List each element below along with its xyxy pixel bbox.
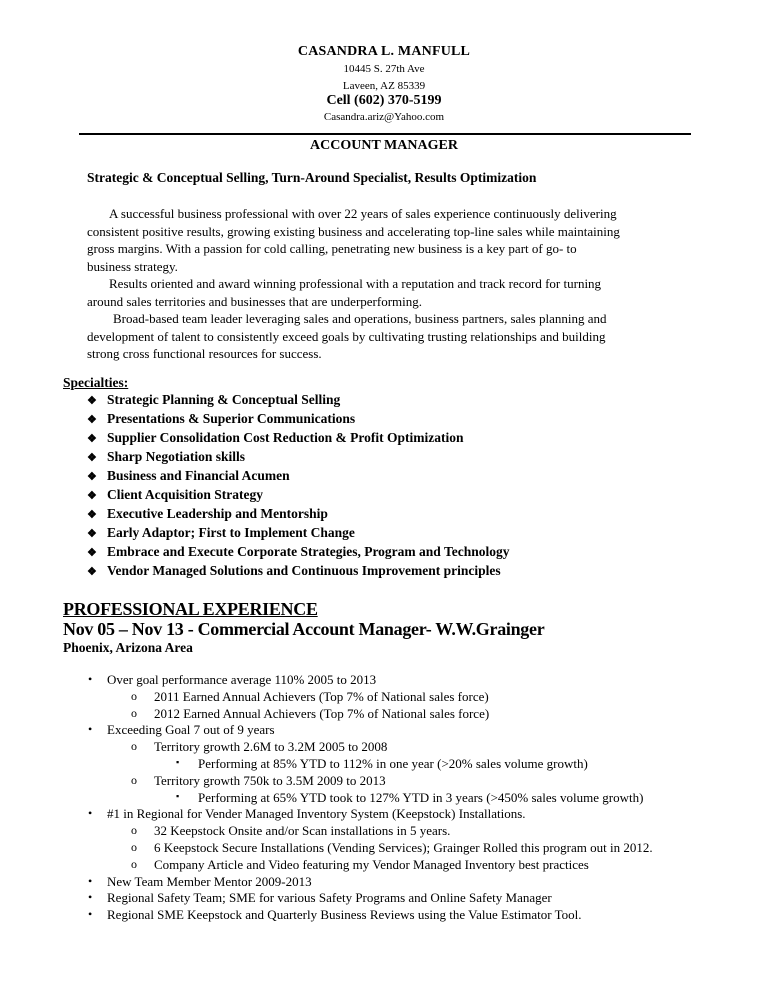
- experience-bullet-text: 6 Keepstock Secure Installations (Vending Services); Grainger Rolled this program out in 2012.: [154, 840, 653, 855]
- experience-bullet-text: Over goal performance average 110% 2005 to 2013: [107, 672, 377, 687]
- diamond-bullet-icon: ❖: [87, 452, 97, 464]
- circle-bullet-icon: o: [131, 772, 137, 787]
- job-title: Nov 05 – Nov 13 - Commercial Account Manager- W.W.Grainger: [63, 619, 545, 639]
- summary-line: business strategy.: [87, 258, 178, 274]
- diamond-bullet-icon: ❖: [87, 547, 97, 559]
- specialty-item: [87, 486, 509, 505]
- bullet-icon: •: [88, 672, 93, 686]
- diamond-bullet-icon: ❖: [87, 490, 97, 502]
- square-bullet-icon: ▪: [176, 757, 180, 767]
- diamond-bullet-icon: ❖: [87, 471, 97, 483]
- summary-line: Results oriented and award winning professional with a reputation and track record for turning: [109, 276, 602, 291]
- specialty-item: [87, 543, 509, 562]
- specialty-text: Executive Leadership and Mentorship: [107, 506, 328, 521]
- specialty-text: Vendor Managed Solutions and Continuous Improvement principles: [107, 563, 501, 578]
- experience-bullet-text: Regional SME Keepstock and Quarterly Business Reviews using the Value Estimator Tool.: [107, 907, 582, 923]
- experience-bullet-text: Regional Safety Team; SME for various Safety Programs and Online Safety Manager: [107, 890, 552, 906]
- summary-line: development of talent to consistently exceed goals by cultivating trusting relationships and building: [87, 328, 606, 344]
- circle-bullet-icon: o: [131, 688, 137, 703]
- address-line-2: Laveen, AZ 85339: [342, 80, 426, 92]
- circle-bullet-icon: o: [131, 856, 137, 871]
- email-address: Casandra.ariz@Yahoo.com: [323, 111, 445, 123]
- experience-bullet-text: #1 in Regional for Vender Managed Inventory System (Keepstock) Installations.: [107, 806, 526, 822]
- diamond-bullet-icon: ❖: [87, 528, 97, 540]
- specialty-text: Early Adaptor; First to Implement Change: [107, 525, 355, 540]
- address-line-1-text: 10445 S. 27th Ave: [343, 63, 425, 75]
- specialty-item: [87, 391, 509, 410]
- specialty-text: Supplier Consolidation Cost Reduction & Profit Optimization: [107, 430, 464, 445]
- specialty-text: Sharp Negotiation skills: [107, 449, 246, 464]
- experience-bullet-text: 2012 Earned Annual Achievers (Top 7% of National sales force): [154, 705, 490, 721]
- job-location: Phoenix, Arizona Area: [63, 640, 193, 655]
- specialty-text: Business and Financial Acumen: [107, 468, 290, 483]
- summary-line: gross margins. With a passion for cold calling, penetrating new business is a key part of go- to: [87, 241, 577, 256]
- experience-bullet-text: Territory growth 750k to 3.5M 2009 to 2013: [154, 772, 386, 788]
- diamond-bullet-icon: ❖: [87, 433, 97, 445]
- square-bullet-icon: ▪: [176, 790, 180, 801]
- specialty-item: [87, 448, 509, 467]
- experience-bullet-text: 2011 Earned Annual Achievers (Top 7% of National sales force): [154, 688, 489, 704]
- specialty-item: [87, 562, 509, 581]
- summary-line: Broad-based team leader leveraging sales and operations, business partners, sales planning and: [113, 311, 607, 326]
- specialty-item: [87, 410, 509, 429]
- experience-bullet-text: Territory growth 2.6M to 3.2M 2005 to 2008: [154, 739, 388, 755]
- experience-bullet-text: New Team Member Mentor 2009-2013: [107, 873, 312, 889]
- specialties-list: [87, 391, 509, 581]
- experience-bullet-text: Performing at 85% YTD to 112% in one year (>20% sales volume growth): [198, 756, 588, 771]
- specialty-item: [87, 505, 509, 524]
- summary-line: A successful business professional with over 22 years of sales experience continuously delivering: [109, 206, 617, 221]
- circle-bullet-icon: o: [131, 739, 137, 754]
- bullet-icon: •: [88, 907, 93, 922]
- specialty-text: Presentations & Superior Communications: [107, 411, 356, 426]
- bullet-icon: •: [88, 890, 93, 905]
- specialty-item: [87, 429, 509, 448]
- summary-line: around sales territories and businesses that are underperforming.: [87, 293, 423, 309]
- bullet-icon: •: [88, 722, 93, 737]
- diamond-bullet-icon: ❖: [87, 566, 97, 578]
- header-divider: [79, 133, 691, 135]
- specialty-text: Strategic Planning & Conceptual Selling: [107, 392, 341, 407]
- specialty-text: Client Acquisition Strategy: [107, 487, 264, 502]
- experience-bullet-text: Exceeding Goal 7 out of 9 years: [107, 722, 275, 738]
- circle-bullet-icon: o: [131, 840, 137, 854]
- bullet-icon: •: [88, 806, 93, 821]
- circle-bullet-icon: o: [131, 823, 137, 838]
- experience-bullet-text: Company Article and Video featuring my Vendor Managed Inventory best practices: [154, 856, 589, 872]
- specialties-heading: Specialties:: [63, 375, 129, 390]
- cell-phone: Cell (602) 370-5199: [326, 93, 442, 108]
- bullet-icon: •: [88, 873, 93, 888]
- specialty-item: [87, 524, 509, 543]
- experience-heading: PROFESSIONAL EXPERIENCE: [63, 599, 318, 619]
- specialty-item: [87, 467, 509, 486]
- tagline: Strategic & Conceptual Selling, Turn-Around Specialist, Results Optimization: [87, 170, 537, 185]
- diamond-bullet-icon: ❖: [87, 395, 97, 407]
- circle-bullet-icon: o: [131, 705, 137, 720]
- summary: [87, 205, 707, 363]
- address-line-1: [0, 63, 768, 75]
- diamond-bullet-icon: ❖: [87, 414, 97, 426]
- diamond-bullet-icon: ❖: [87, 509, 97, 521]
- summary-line: consistent positive results, growing existing business and accelerating top-line sales while maintaining: [87, 223, 620, 239]
- role-title: ACCOUNT MANAGER: [310, 138, 458, 153]
- candidate-name: CASANDRA L. MANFULL: [297, 44, 471, 59]
- experience-bullet-text: Performing at 65% YTD took to 127% YTD in 3 years (>450% sales volume growth): [198, 789, 644, 805]
- specialty-text: Embrace and Execute Corporate Strategies, Program and Technology: [107, 544, 510, 559]
- summary-line: strong cross functional resources for success.: [87, 346, 322, 361]
- experience-bullet-text: 32 Keepstock Onsite and/or Scan installations in 5 years.: [154, 823, 451, 839]
